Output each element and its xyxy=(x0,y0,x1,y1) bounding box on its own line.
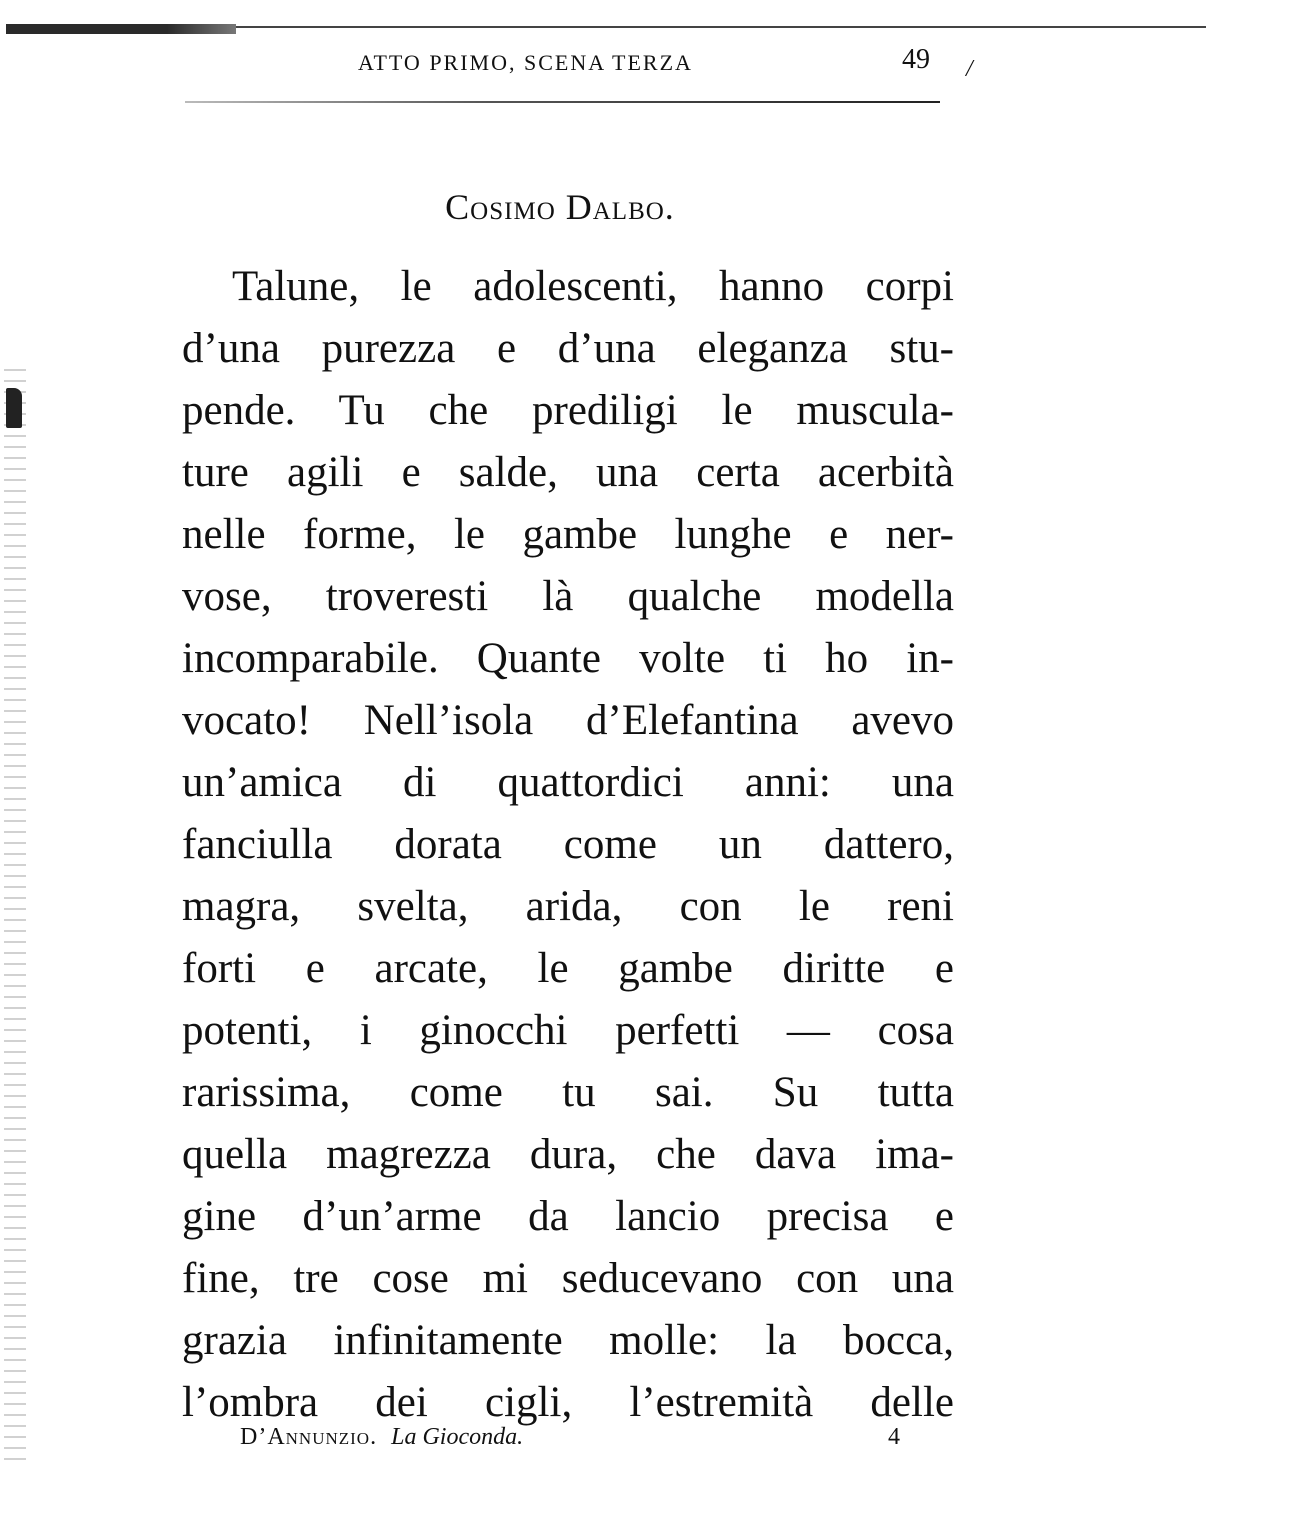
body-text xyxy=(182,256,954,1434)
text-line: Talune, le adolescenti, hanno corpi xyxy=(232,263,954,310)
page-number: 49 xyxy=(902,44,930,75)
text-line: rarissima, come tu sai. Su tutta xyxy=(182,1069,954,1116)
running-head: ATTO PRIMO, SCENA TERZA xyxy=(358,50,693,75)
text-line: fanciulla dorata come un dattero, xyxy=(182,821,954,868)
speaker-name: Cosimo Dalbo. xyxy=(445,187,675,227)
signature-mark: 4 xyxy=(888,1424,900,1450)
text-line: un’amica di quattordici anni: una xyxy=(182,759,954,806)
margin-speckle xyxy=(4,360,26,1460)
page-header xyxy=(180,44,980,84)
text-line: pende. Tu che prediligi le muscula- xyxy=(182,387,954,434)
text-line: fine, tre cose mi seducevano con una xyxy=(182,1255,954,1302)
text-line: incomparabile. Quante volte ti ho in- xyxy=(182,635,954,682)
margin-mark: / xyxy=(966,56,973,82)
scan-border-thin xyxy=(236,26,1206,28)
text-line: grazia infinitamente molle: la bocca, xyxy=(182,1317,954,1364)
text-line: vose, troveresti là qualche modella xyxy=(182,573,954,620)
scan-border xyxy=(6,20,1206,38)
header-rule xyxy=(185,101,940,103)
footer-title: La Gioconda. xyxy=(391,1424,524,1450)
text-line: nelle forme, le gambe lunghe e ner- xyxy=(182,511,954,558)
ink-blot xyxy=(6,388,22,428)
text-line: d’una purezza e d’una eleganza stu- xyxy=(182,325,954,372)
text-line: quella magrezza dura, che dava ima- xyxy=(182,1131,954,1178)
text-line: ture agili e salde, una certa acerbità xyxy=(182,449,954,496)
page-footer xyxy=(240,1424,940,1464)
scan-border-thick xyxy=(6,24,236,34)
text-line: l’ombra dei cigli, l’estremità delle xyxy=(182,1379,954,1426)
text-line: potenti, i ginocchi perfetti — cosa xyxy=(182,1007,954,1054)
footer-author: D’Annunzio. xyxy=(240,1424,378,1450)
text-line: gine d’un’arme da lancio precisa e xyxy=(182,1193,954,1240)
text-line: vocato! Nell’isola d’Elefantina avevo xyxy=(182,697,954,744)
text-line: forti e arcate, le gambe diritte e xyxy=(182,945,954,992)
text-line: magra, svelta, arida, con le reni xyxy=(182,883,954,930)
